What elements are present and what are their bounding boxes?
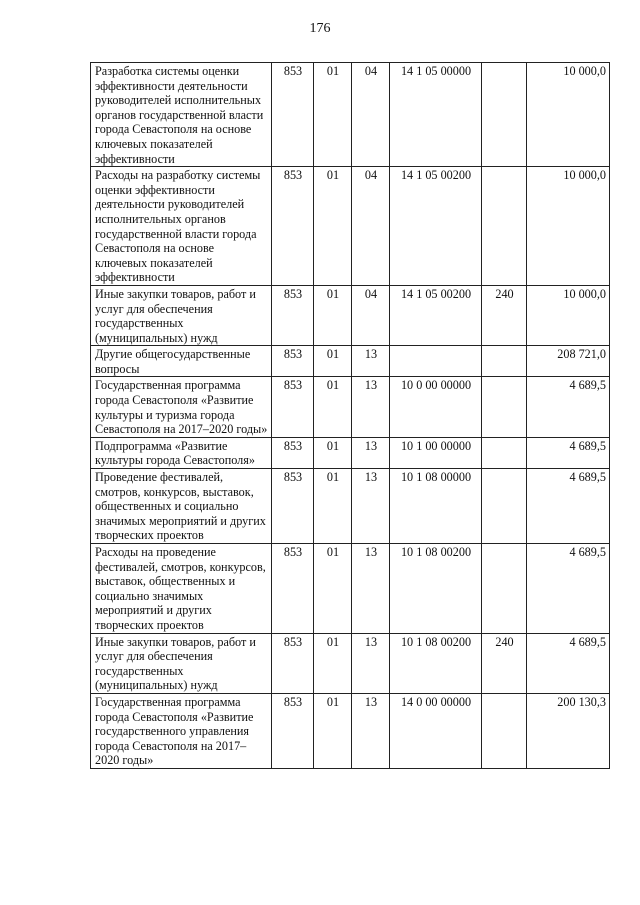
cell-section: 01 — [314, 544, 352, 634]
cell-target-article: 10 1 08 00200 — [390, 544, 482, 634]
cell-grbs: 853 — [272, 377, 314, 437]
cell-grbs: 853 — [272, 167, 314, 286]
cell-expense-type: 240 — [482, 633, 527, 693]
table-row — [91, 437, 610, 468]
table-row — [91, 377, 610, 437]
cell-section: 01 — [314, 437, 352, 468]
cell-expense-type — [482, 167, 527, 286]
cell-target-article — [390, 346, 482, 377]
cell-amount: 10 000,0 — [527, 167, 610, 286]
cell-expense-type — [482, 63, 527, 167]
cell-grbs: 853 — [272, 285, 314, 345]
cell-subsection: 13 — [352, 377, 390, 437]
table-row — [91, 63, 610, 167]
budget-table — [90, 62, 610, 769]
cell-expense-type — [482, 377, 527, 437]
cell-expense-type — [482, 544, 527, 634]
cell-section: 01 — [314, 377, 352, 437]
cell-expense-type — [482, 437, 527, 468]
table-row — [91, 693, 610, 768]
cell-amount: 208 721,0 — [527, 346, 610, 377]
cell-name: Расходы на проведение фестивалей, смотров, конкурсов, выставок, общественных и социально значимых мероприятий и других творческих проектов — [91, 544, 272, 634]
cell-expense-type — [482, 469, 527, 544]
cell-subsection: 04 — [352, 285, 390, 345]
cell-name: Государственная программа города Севастополя «Развитие культуры и туризма города Севастополя на 2017–2020 годы» — [91, 377, 272, 437]
cell-name: Иные закупки товаров, работ и услуг для обеспечения государственных (муниципальных) нужд — [91, 285, 272, 345]
page-number: 176 — [309, 21, 331, 36]
cell-amount: 4 689,5 — [527, 377, 610, 437]
cell-subsection: 13 — [352, 437, 390, 468]
table-row — [91, 285, 610, 345]
cell-grbs: 853 — [272, 437, 314, 468]
cell-amount: 4 689,5 — [527, 437, 610, 468]
cell-target-article: 10 0 00 00000 — [390, 377, 482, 437]
cell-target-article: 14 1 05 00000 — [390, 63, 482, 167]
cell-name: Проведение фестивалей, смотров, конкурсов, выставок, общественных и социально значимых мероприятий и других творческих проектов — [91, 469, 272, 544]
cell-expense-type — [482, 346, 527, 377]
cell-name: Другие общегосударственные вопросы — [91, 346, 272, 377]
cell-target-article: 10 1 08 00000 — [390, 469, 482, 544]
table-row — [91, 469, 610, 544]
cell-subsection: 13 — [352, 633, 390, 693]
cell-amount: 10 000,0 — [527, 285, 610, 345]
cell-name: Расходы на разработку системы оценки эффективности деятельности руководителей исполнительных органов государственной власти города Севастополя на основе ключевых показателей эффективности — [91, 167, 272, 286]
cell-amount: 4 689,5 — [527, 633, 610, 693]
cell-target-article: 14 1 05 00200 — [390, 285, 482, 345]
cell-grbs: 853 — [272, 633, 314, 693]
cell-grbs: 853 — [272, 544, 314, 634]
table-row — [91, 633, 610, 693]
cell-subsection: 04 — [352, 63, 390, 167]
cell-name: Иные закупки товаров, работ и услуг для обеспечения государственных (муниципальных) нужд — [91, 633, 272, 693]
cell-amount: 200 130,3 — [527, 693, 610, 768]
cell-subsection: 13 — [352, 469, 390, 544]
cell-amount: 10 000,0 — [527, 63, 610, 167]
cell-subsection: 13 — [352, 544, 390, 634]
table-row — [91, 544, 610, 634]
cell-section: 01 — [314, 633, 352, 693]
table-row — [91, 346, 610, 377]
cell-section: 01 — [314, 469, 352, 544]
cell-target-article: 10 1 00 00000 — [390, 437, 482, 468]
cell-amount: 4 689,5 — [527, 544, 610, 634]
cell-grbs: 853 — [272, 693, 314, 768]
cell-subsection: 04 — [352, 167, 390, 286]
cell-name: Разработка системы оценки эффективности деятельности руководителей исполнительных органов государственной власти города Севастополя на основе ключевых показателей эффективности — [91, 63, 272, 167]
table-row — [91, 167, 610, 286]
cell-name: Государственная программа города Севастополя «Развитие государственного управления города Севастополя на 2017–2020 годы» — [91, 693, 272, 768]
cell-section: 01 — [314, 285, 352, 345]
cell-section: 01 — [314, 167, 352, 286]
cell-subsection: 13 — [352, 693, 390, 768]
cell-grbs: 853 — [272, 469, 314, 544]
cell-expense-type — [482, 693, 527, 768]
cell-name: Подпрограмма «Развитие культуры города Севастополя» — [91, 437, 272, 468]
cell-target-article: 10 1 08 00200 — [390, 633, 482, 693]
cell-section: 01 — [314, 63, 352, 167]
cell-section: 01 — [314, 346, 352, 377]
cell-section: 01 — [314, 693, 352, 768]
cell-amount: 4 689,5 — [527, 469, 610, 544]
cell-target-article: 14 0 00 00000 — [390, 693, 482, 768]
cell-grbs: 853 — [272, 346, 314, 377]
cell-grbs: 853 — [272, 63, 314, 167]
cell-subsection: 13 — [352, 346, 390, 377]
cell-expense-type: 240 — [482, 285, 527, 345]
cell-target-article: 14 1 05 00200 — [390, 167, 482, 286]
